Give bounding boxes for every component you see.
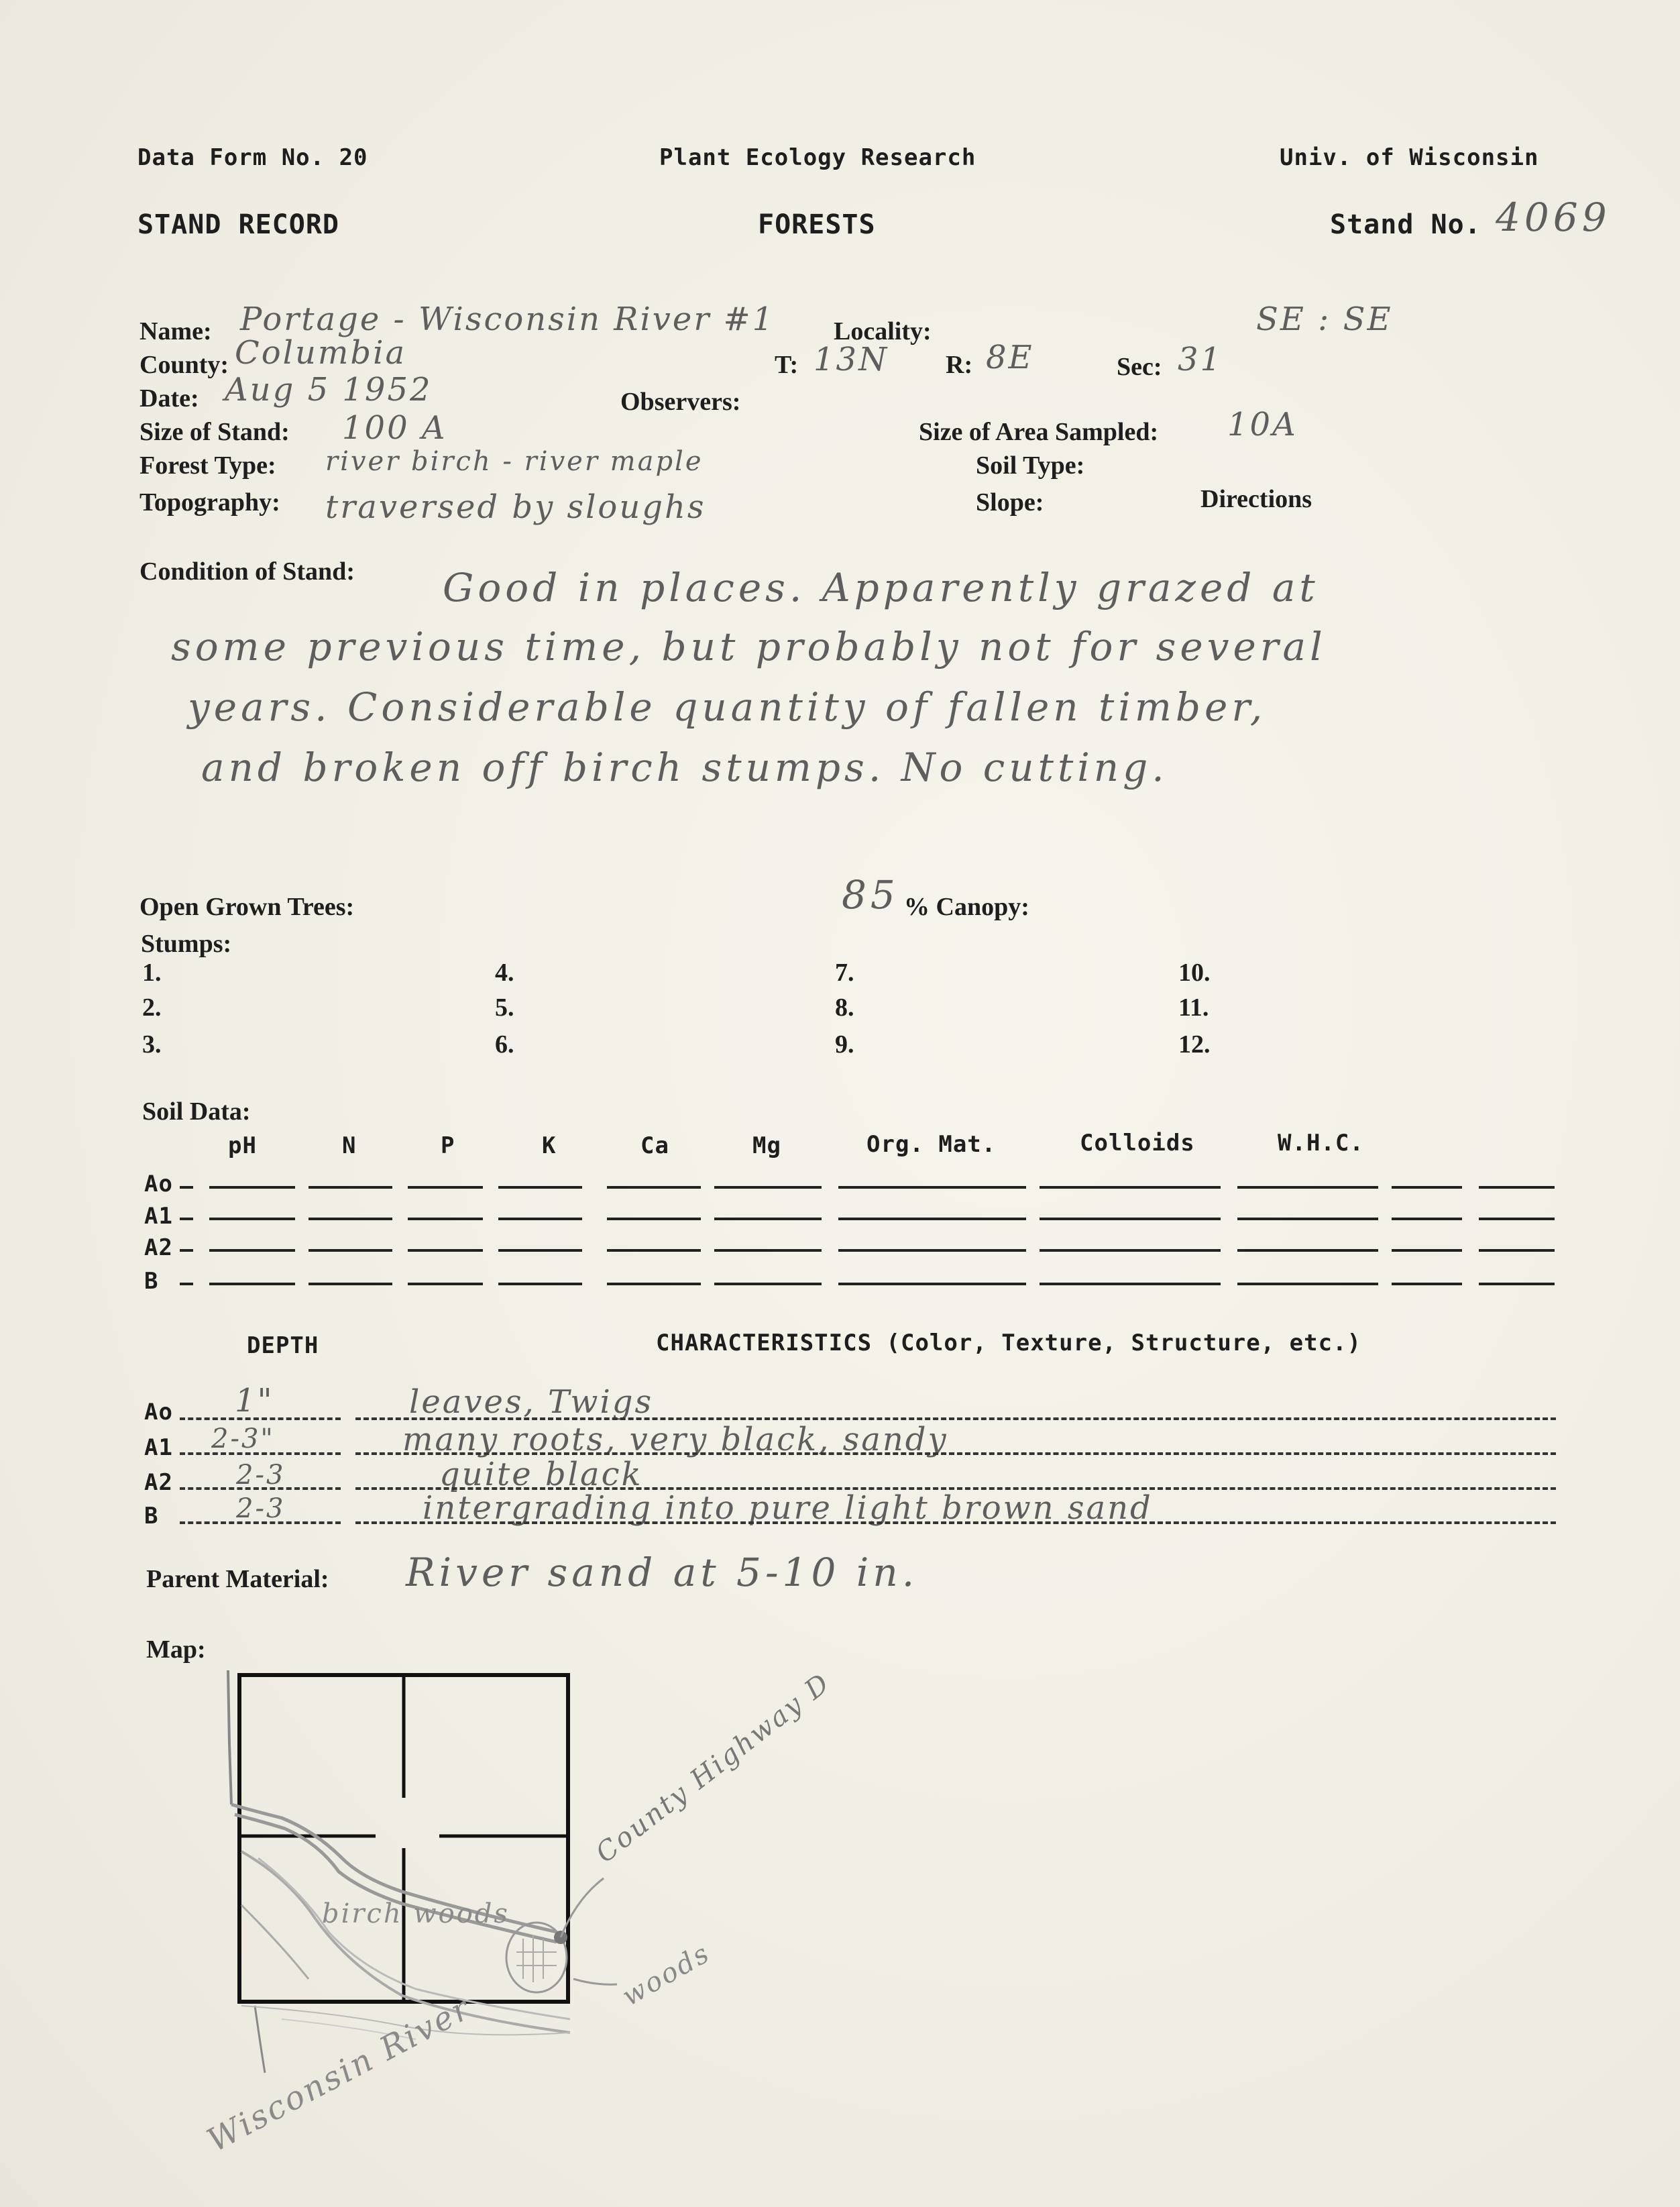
profile-horizon-ao: Ao — [144, 1399, 173, 1425]
soil-col-n: N — [342, 1132, 357, 1159]
soil-col-mg: Mg — [752, 1132, 781, 1159]
range-value: 8E — [986, 339, 1034, 376]
condition-line-4: and broken off birch stumps. No cutting. — [201, 745, 1168, 790]
condition-label: Condition of Stand: — [139, 557, 355, 586]
soil-row-a2: A2 — [144, 1234, 173, 1261]
township-value: 13N — [814, 341, 889, 378]
township-label: T: — [775, 351, 799, 379]
stump-number: 6. — [495, 1030, 514, 1059]
stump-number: 8. — [835, 993, 854, 1022]
characteristics-label: CHARACTERISTICS (Color, Texture, Structure, etc.) — [656, 1330, 1362, 1356]
section-label: Sec: — [1117, 353, 1162, 381]
profile-depth-ao: 1" — [235, 1382, 274, 1419]
depth-label: DEPTH — [247, 1332, 319, 1359]
profile-char-a1: many roots, very black, sandy — [402, 1421, 948, 1458]
profile-depth-a2: 2-3 — [236, 1460, 286, 1491]
soil-row-ao: Ao — [144, 1171, 173, 1197]
forest-type-label: Forest Type: — [139, 451, 276, 480]
woods-hatching — [516, 1935, 557, 1982]
stand-no-value: 4069 — [1496, 195, 1611, 240]
parent-material-label: Parent Material: — [146, 1565, 329, 1593]
map-label: Map: — [146, 1635, 206, 1664]
date-label: Date: — [139, 384, 199, 413]
stump-number: 1. — [142, 959, 162, 987]
name-label: Name: — [139, 317, 212, 345]
organization: Plant Ecology Research — [659, 144, 976, 171]
topography-label: Topography: — [139, 488, 280, 517]
soil-col-whc: W.H.C. — [1278, 1130, 1364, 1156]
map-woods-label: woods — [617, 1937, 716, 2012]
county-value: Columbia — [235, 334, 407, 372]
locality-value: SE : SE — [1256, 301, 1393, 338]
soil-type-label: Soil Type: — [976, 451, 1085, 480]
size-of-stand-label: Size of Stand: — [139, 418, 290, 446]
stump-number: 5. — [495, 993, 514, 1022]
canopy-value: 85 — [842, 872, 899, 918]
stump-number: 4. — [495, 959, 514, 987]
stump-number: 10. — [1178, 959, 1211, 987]
profile-depth-a1: 2-3" — [211, 1423, 275, 1454]
parent-material-value: River sand at 5-10 in. — [406, 1550, 919, 1595]
stumps-label: Stumps: — [141, 930, 232, 958]
section-value: 31 — [1178, 341, 1223, 378]
soil-col-ca: Ca — [640, 1132, 669, 1159]
profile-char-b: intergrading into pure light brown sand — [423, 1489, 1153, 1527]
profile-char-ao: leaves, Twigs — [409, 1383, 654, 1421]
stump-number: 11. — [1178, 993, 1209, 1022]
university: Univ. of Wisconsin — [1280, 144, 1539, 171]
condition-line-3: years. Considerable quantity of fallen timber, — [188, 684, 1267, 730]
soil-row-a1: A1 — [144, 1203, 173, 1230]
soil-col-p: P — [441, 1132, 455, 1159]
pencil-line — [228, 1670, 231, 1805]
locality-label: Locality: — [834, 317, 932, 345]
profile-horizon-b: B — [144, 1503, 159, 1529]
condition-line-1: Good in places. Apparently grazed at — [443, 565, 1319, 610]
category-title: FORESTS — [758, 209, 876, 240]
size-of-area-value: 10A — [1227, 406, 1298, 443]
name-value: Portage - Wisconsin River #1 — [240, 301, 775, 338]
stump-number: 12. — [1178, 1030, 1211, 1059]
pencil-line — [255, 2006, 265, 2073]
soil-data-label: Soil Data: — [142, 1097, 251, 1126]
stump-number: 3. — [142, 1030, 162, 1059]
open-grown-trees-label: Open Grown Trees: — [139, 893, 355, 921]
stump-number: 7. — [835, 959, 854, 987]
form-number: Data Form No. 20 — [137, 144, 368, 171]
topography-value: traversed by sloughs — [325, 488, 706, 526]
pointer-line — [573, 1979, 617, 1984]
stump-number: 9. — [835, 1030, 854, 1059]
soil-row-b: B — [144, 1268, 159, 1295]
stand-no-label: Stand No. — [1330, 209, 1481, 240]
slope-label: Slope: — [976, 488, 1044, 517]
record-title: STAND RECORD — [137, 209, 339, 240]
range-label: R: — [946, 351, 973, 379]
soil-col-ph: pH — [228, 1132, 257, 1159]
date-value: Aug 5 1952 — [225, 371, 433, 409]
observers-label: Observers: — [620, 388, 741, 416]
profile-horizon-a1: A1 — [144, 1434, 173, 1461]
profile-char-a2: quite black — [439, 1456, 643, 1493]
soil-col-org-mat: Org. Mat. — [866, 1131, 997, 1158]
county-label: County: — [139, 351, 229, 379]
soil-col-colloids: Colloids — [1080, 1130, 1195, 1156]
map-county-highway-label: County Highway D — [590, 1667, 837, 1870]
map-river-label: Wisconsin River — [201, 1989, 478, 2160]
profile-depth-b: 2-3 — [236, 1493, 286, 1524]
map-birch-woods-label: birch woods — [322, 1898, 510, 1929]
forest-type-value: river birch - river maple — [325, 446, 704, 477]
river-bank — [241, 1851, 570, 2033]
condition-line-2: some previous time, but probably not for several — [171, 624, 1327, 669]
canopy-label: % Canopy: — [904, 893, 1029, 921]
profile-horizon-a2: A2 — [144, 1469, 173, 1496]
size-of-area-label: Size of Area Sampled: — [919, 418, 1159, 446]
river-bank — [241, 1905, 309, 1979]
stump-number: 2. — [142, 993, 162, 1022]
size-of-stand-value: 100 A — [342, 409, 447, 447]
directions-label: Directions — [1200, 485, 1312, 513]
soil-col-k: K — [542, 1132, 557, 1159]
